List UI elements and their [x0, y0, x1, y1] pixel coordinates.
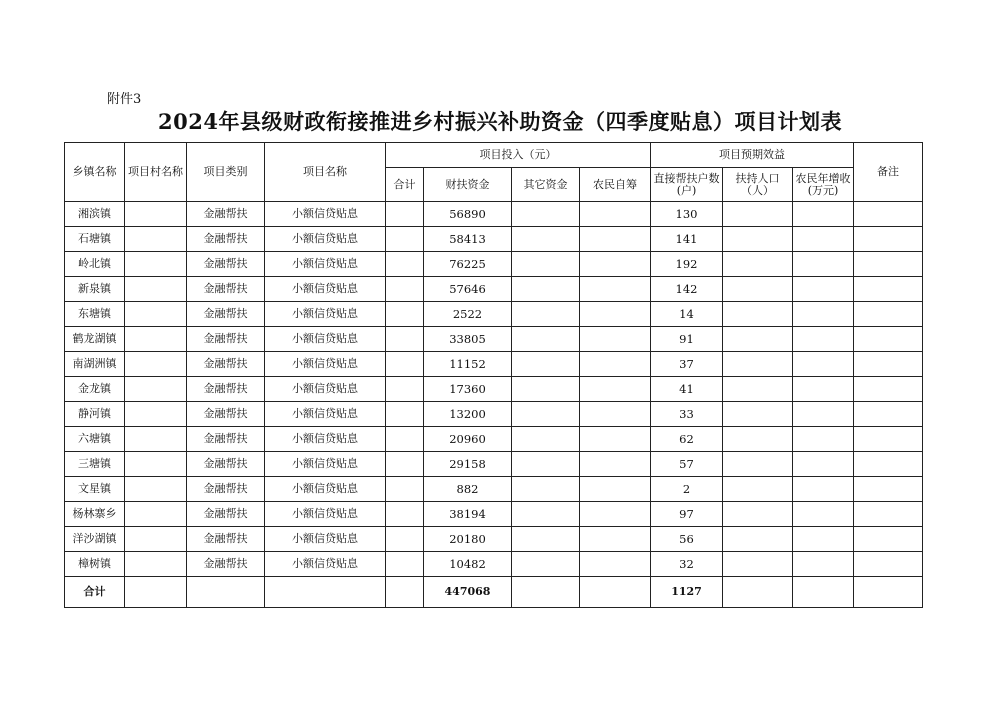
cell-remarks [854, 327, 923, 352]
cell-households: 91 [651, 327, 723, 352]
cell-category: 金融帮扶 [187, 477, 265, 502]
cell-fiscal-funds: 2522 [424, 302, 512, 327]
total-remarks [854, 577, 923, 608]
cell-project-name: 小额信贷贴息 [265, 227, 386, 252]
cell-total [386, 327, 424, 352]
cell-other-funds [512, 277, 580, 302]
cell-self-raised [580, 402, 651, 427]
cell-village [125, 252, 187, 277]
cell-village [125, 202, 187, 227]
cell-self-raised [580, 227, 651, 252]
header-income: 农民年增收(万元) [793, 168, 854, 202]
cell-category: 金融帮扶 [187, 277, 265, 302]
cell-income [793, 402, 854, 427]
cell-income [793, 452, 854, 477]
cell-other-funds [512, 527, 580, 552]
cell-income [793, 302, 854, 327]
table-row [65, 252, 923, 277]
table-row [65, 452, 923, 477]
cell-households: 2 [651, 477, 723, 502]
table-row [65, 202, 923, 227]
cell-project-name: 小额信贷贴息 [265, 477, 386, 502]
cell-households: 141 [651, 227, 723, 252]
cell-category: 金融帮扶 [187, 252, 265, 277]
cell-remarks [854, 552, 923, 577]
cell-town: 石塘镇 [65, 227, 125, 252]
table-row [65, 477, 923, 502]
cell-total [386, 377, 424, 402]
cell-fiscal-funds: 76225 [424, 252, 512, 277]
cell-self-raised [580, 477, 651, 502]
cell-town: 东塘镇 [65, 302, 125, 327]
cell-self-raised [580, 377, 651, 402]
cell-other-funds [512, 302, 580, 327]
project-plan-table [64, 142, 923, 608]
cell-category: 金融帮扶 [187, 502, 265, 527]
cell-households: 37 [651, 352, 723, 377]
cell-population [723, 502, 793, 527]
cell-fiscal-funds: 882 [424, 477, 512, 502]
cell-self-raised [580, 202, 651, 227]
total-total [386, 577, 424, 608]
cell-self-raised [580, 352, 651, 377]
cell-income [793, 427, 854, 452]
cell-category: 金融帮扶 [187, 427, 265, 452]
cell-fiscal-funds: 20960 [424, 427, 512, 452]
cell-households: 32 [651, 552, 723, 577]
total-fiscal-funds: 447068 [424, 577, 512, 608]
cell-remarks [854, 477, 923, 502]
cell-population [723, 252, 793, 277]
cell-population [723, 402, 793, 427]
total-income [793, 577, 854, 608]
header-population: 扶持人口（人） [723, 168, 793, 202]
cell-village [125, 502, 187, 527]
cell-category: 金融帮扶 [187, 527, 265, 552]
cell-other-funds [512, 477, 580, 502]
cell-other-funds [512, 327, 580, 352]
cell-remarks [854, 252, 923, 277]
cell-remarks [854, 277, 923, 302]
cell-remarks [854, 402, 923, 427]
cell-total [386, 227, 424, 252]
cell-households: 192 [651, 252, 723, 277]
cell-category: 金融帮扶 [187, 302, 265, 327]
cell-self-raised [580, 302, 651, 327]
table-body [65, 202, 923, 608]
total-label: 合计 [65, 577, 125, 608]
cell-village [125, 352, 187, 377]
cell-remarks [854, 202, 923, 227]
table-row [65, 402, 923, 427]
cell-village [125, 377, 187, 402]
cell-village [125, 227, 187, 252]
cell-remarks [854, 502, 923, 527]
header-self-raised: 农民自筹 [580, 168, 651, 202]
cell-category: 金融帮扶 [187, 402, 265, 427]
cell-town: 湘滨镇 [65, 202, 125, 227]
cell-population [723, 527, 793, 552]
cell-fiscal-funds: 56890 [424, 202, 512, 227]
cell-income [793, 327, 854, 352]
cell-village [125, 477, 187, 502]
total-households: 1127 [651, 577, 723, 608]
cell-fiscal-funds: 10482 [424, 552, 512, 577]
cell-village [125, 327, 187, 352]
cell-village [125, 427, 187, 452]
total-other-funds [512, 577, 580, 608]
cell-village [125, 402, 187, 427]
cell-self-raised [580, 277, 651, 302]
cell-income [793, 202, 854, 227]
total-population [723, 577, 793, 608]
cell-town: 金龙镇 [65, 377, 125, 402]
total-category [187, 577, 265, 608]
cell-total [386, 502, 424, 527]
cell-income [793, 252, 854, 277]
cell-category: 金融帮扶 [187, 352, 265, 377]
header-households: 直接帮扶户数(户) [651, 168, 723, 202]
cell-project-name: 小额信贷贴息 [265, 377, 386, 402]
table-row [65, 302, 923, 327]
cell-total [386, 427, 424, 452]
cell-remarks [854, 427, 923, 452]
cell-self-raised [580, 427, 651, 452]
header-fiscal-funds: 财扶资金 [424, 168, 512, 202]
cell-project-name: 小额信贷贴息 [265, 302, 386, 327]
cell-other-funds [512, 252, 580, 277]
cell-town: 杨林寨乡 [65, 502, 125, 527]
table-row [65, 352, 923, 377]
cell-households: 142 [651, 277, 723, 302]
cell-self-raised [580, 452, 651, 477]
document-title: 2024年县级财政衔接推进乡村振兴补助资金（四季度贴息）项目计划表 [158, 109, 842, 134]
table-row [65, 502, 923, 527]
cell-town: 三塘镇 [65, 452, 125, 477]
cell-households: 14 [651, 302, 723, 327]
cell-total [386, 477, 424, 502]
cell-total [386, 277, 424, 302]
cell-total [386, 552, 424, 577]
cell-other-funds [512, 427, 580, 452]
cell-project-name: 小额信贷贴息 [265, 402, 386, 427]
cell-project-name: 小额信贷贴息 [265, 202, 386, 227]
cell-income [793, 352, 854, 377]
cell-self-raised [580, 252, 651, 277]
cell-project-name: 小额信贷贴息 [265, 352, 386, 377]
cell-remarks [854, 302, 923, 327]
cell-village [125, 277, 187, 302]
header-project-name: 项目名称 [265, 143, 386, 202]
cell-population [723, 352, 793, 377]
cell-population [723, 377, 793, 402]
cell-households: 41 [651, 377, 723, 402]
cell-income [793, 502, 854, 527]
header-other-funds: 其它资金 [512, 168, 580, 202]
cell-project-name: 小额信贷贴息 [265, 452, 386, 477]
cell-fiscal-funds: 13200 [424, 402, 512, 427]
cell-population [723, 452, 793, 477]
table-row [65, 277, 923, 302]
cell-income [793, 377, 854, 402]
total-self-raised [580, 577, 651, 608]
cell-remarks [854, 527, 923, 552]
header-investment-group: 项目投入（元） [386, 143, 651, 168]
cell-total [386, 252, 424, 277]
header-village: 项目村名称 [125, 143, 187, 202]
cell-village [125, 552, 187, 577]
header-town: 乡镇名称 [65, 143, 125, 202]
cell-population [723, 327, 793, 352]
header-benefit-group: 项目预期效益 [651, 143, 854, 168]
cell-self-raised [580, 327, 651, 352]
cell-other-funds [512, 377, 580, 402]
cell-other-funds [512, 552, 580, 577]
cell-town: 鹤龙湖镇 [65, 327, 125, 352]
cell-village [125, 527, 187, 552]
table-row [65, 552, 923, 577]
cell-fiscal-funds: 58413 [424, 227, 512, 252]
cell-population [723, 202, 793, 227]
cell-remarks [854, 377, 923, 402]
cell-households: 62 [651, 427, 723, 452]
cell-fiscal-funds: 11152 [424, 352, 512, 377]
cell-total [386, 352, 424, 377]
cell-total [386, 527, 424, 552]
cell-population [723, 477, 793, 502]
cell-self-raised [580, 502, 651, 527]
cell-project-name: 小额信贷贴息 [265, 277, 386, 302]
cell-town: 南湖洲镇 [65, 352, 125, 377]
cell-income [793, 552, 854, 577]
cell-population [723, 427, 793, 452]
cell-population [723, 277, 793, 302]
header-total: 合计 [386, 168, 424, 202]
cell-self-raised [580, 527, 651, 552]
table-row [65, 527, 923, 552]
cell-households: 97 [651, 502, 723, 527]
cell-category: 金融帮扶 [187, 377, 265, 402]
cell-self-raised [580, 552, 651, 577]
table-row [65, 427, 923, 452]
cell-households: 57 [651, 452, 723, 477]
attachment-label: 附件3 [107, 92, 142, 107]
cell-other-funds [512, 452, 580, 477]
cell-town: 静河镇 [65, 402, 125, 427]
cell-other-funds [512, 202, 580, 227]
header-remarks: 备注 [854, 143, 923, 202]
cell-remarks [854, 452, 923, 477]
cell-other-funds [512, 352, 580, 377]
cell-total [386, 202, 424, 227]
cell-income [793, 477, 854, 502]
header-category: 项目类别 [187, 143, 265, 202]
cell-project-name: 小额信贷贴息 [265, 327, 386, 352]
cell-category: 金融帮扶 [187, 227, 265, 252]
cell-category: 金融帮扶 [187, 552, 265, 577]
cell-town: 新泉镇 [65, 277, 125, 302]
cell-other-funds [512, 502, 580, 527]
cell-population [723, 302, 793, 327]
cell-project-name: 小额信贷贴息 [265, 552, 386, 577]
cell-category: 金融帮扶 [187, 202, 265, 227]
cell-town: 洋沙湖镇 [65, 527, 125, 552]
cell-village [125, 302, 187, 327]
totals-row [65, 577, 923, 608]
cell-income [793, 527, 854, 552]
cell-income [793, 227, 854, 252]
cell-population [723, 227, 793, 252]
table-row [65, 227, 923, 252]
cell-households: 33 [651, 402, 723, 427]
cell-remarks [854, 352, 923, 377]
cell-project-name: 小额信贷贴息 [265, 527, 386, 552]
cell-fiscal-funds: 57646 [424, 277, 512, 302]
cell-fiscal-funds: 33805 [424, 327, 512, 352]
cell-fiscal-funds: 17360 [424, 377, 512, 402]
cell-fiscal-funds: 38194 [424, 502, 512, 527]
cell-other-funds [512, 227, 580, 252]
table-row [65, 327, 923, 352]
cell-income [793, 277, 854, 302]
cell-category: 金融帮扶 [187, 327, 265, 352]
cell-project-name: 小额信贷贴息 [265, 252, 386, 277]
cell-fiscal-funds: 29158 [424, 452, 512, 477]
cell-town: 岭北镇 [65, 252, 125, 277]
cell-households: 130 [651, 202, 723, 227]
cell-remarks [854, 227, 923, 252]
cell-households: 56 [651, 527, 723, 552]
table-row [65, 377, 923, 402]
cell-project-name: 小额信贷贴息 [265, 502, 386, 527]
cell-category: 金融帮扶 [187, 452, 265, 477]
cell-town: 六塘镇 [65, 427, 125, 452]
cell-population [723, 552, 793, 577]
cell-total [386, 452, 424, 477]
cell-town: 樟树镇 [65, 552, 125, 577]
cell-total [386, 302, 424, 327]
cell-total [386, 402, 424, 427]
total-village [125, 577, 187, 608]
cell-town: 文星镇 [65, 477, 125, 502]
cell-project-name: 小额信贷贴息 [265, 427, 386, 452]
cell-fiscal-funds: 20180 [424, 527, 512, 552]
total-project-name [265, 577, 386, 608]
cell-other-funds [512, 402, 580, 427]
cell-village [125, 452, 187, 477]
